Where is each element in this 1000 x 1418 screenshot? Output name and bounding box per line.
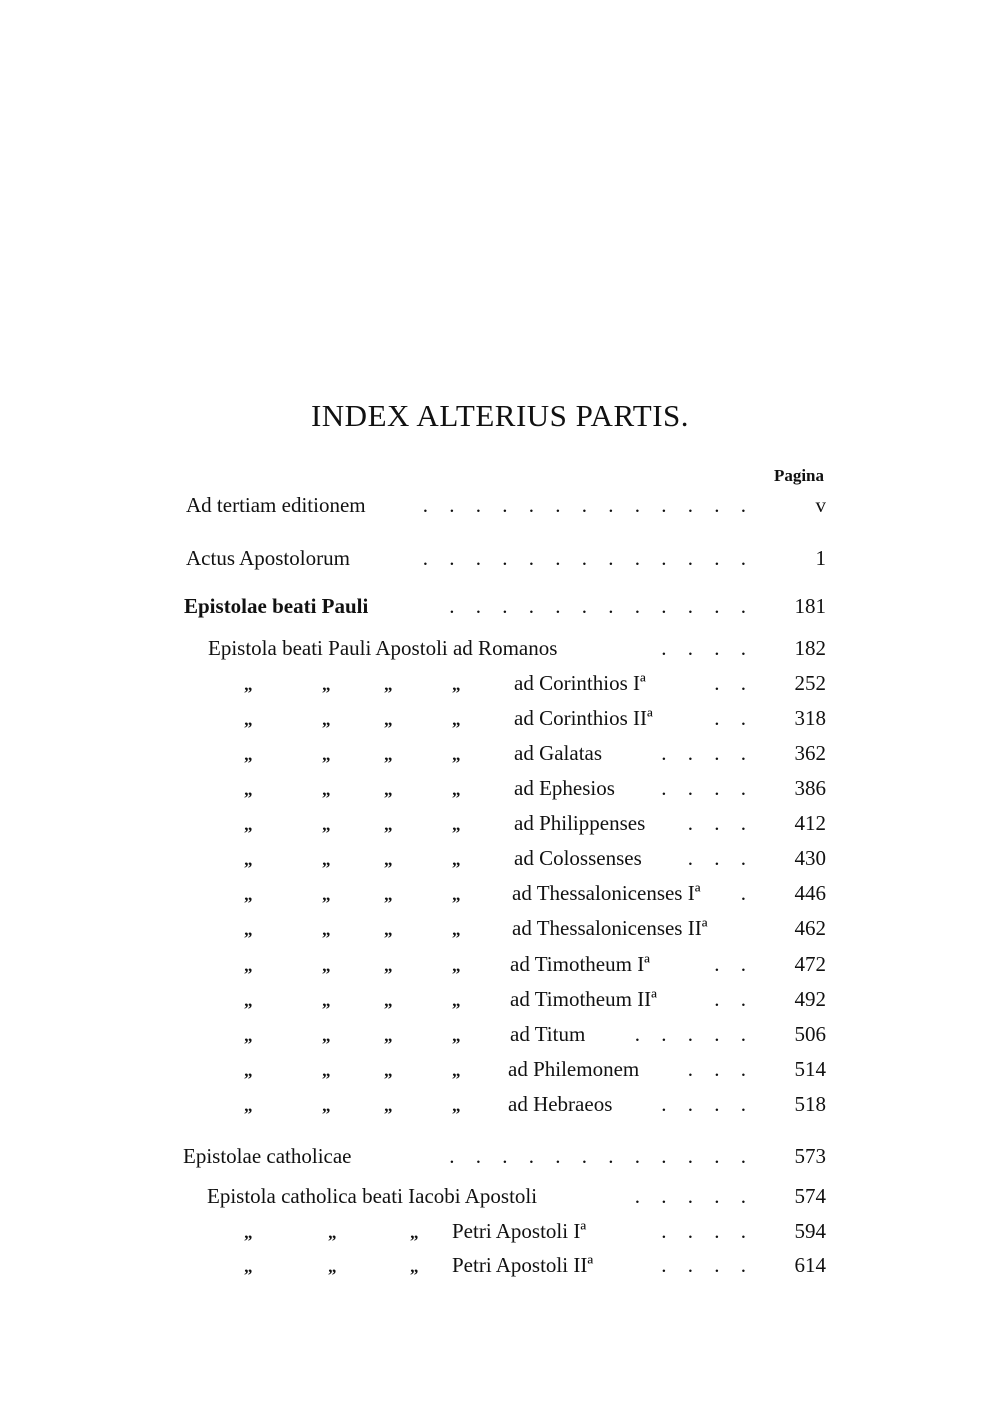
ditto-mark: „: [244, 675, 253, 694]
ditto-mark: „: [244, 991, 253, 1010]
ditto-mark: „: [384, 920, 393, 939]
toc-entry-page: 252: [794, 671, 826, 695]
ditto-mark: „: [322, 885, 331, 904]
ditto-mark: „: [384, 1026, 393, 1045]
toc-entry-label: Epistolae beati Pauli: [184, 594, 369, 618]
ditto-mark: „: [322, 991, 331, 1010]
ditto-mark: „: [452, 1096, 461, 1115]
ditto-mark: „: [410, 1223, 419, 1242]
toc-entry-label: ad Philemonem: [508, 1057, 640, 1081]
toc-leader-dots: . .: [714, 671, 754, 695]
ditto-mark: „: [452, 675, 461, 694]
toc-subentry[interactable]: [240, 1216, 826, 1246]
toc-entry[interactable]: [186, 543, 826, 573]
toc-leader-dots: .: [740, 881, 754, 905]
toc-entry-page: 181: [794, 594, 826, 618]
ditto-mark: „: [322, 850, 331, 869]
ditto-mark: „: [322, 1026, 331, 1045]
ditto-mark: „: [452, 991, 461, 1010]
ditto-mark: „: [384, 1096, 393, 1115]
toc-leader-dots: . . . . .: [634, 1184, 754, 1208]
toc-entry-page: 386: [794, 776, 826, 800]
toc-leader-dots: . . . .: [661, 741, 754, 765]
ditto-mark: „: [452, 815, 461, 834]
toc-subentry[interactable]: [240, 913, 826, 943]
toc-entry-page: 412: [794, 811, 826, 835]
toc-entry-page: v: [815, 493, 826, 517]
ditto-mark: „: [244, 1096, 253, 1115]
toc-entry-page: 472: [794, 952, 826, 976]
toc-entry-label: ad Thessalonicenses IIª: [512, 916, 708, 940]
ditto-mark: „: [452, 1061, 461, 1080]
ditto-mark: „: [244, 710, 253, 729]
toc-entry-page: 182: [794, 636, 826, 660]
ditto-mark: „: [452, 710, 461, 729]
ditto-mark: „: [452, 1026, 461, 1045]
toc-leader-dots: . . . . . . . . . . . . .: [422, 493, 754, 517]
toc-entry-page: 362: [794, 741, 826, 765]
toc-entry-page: 1: [815, 546, 826, 570]
ditto-mark: „: [328, 1223, 337, 1242]
toc-leader-dots: . . . . . . . . . . . .: [449, 1144, 754, 1168]
ditto-mark: „: [384, 885, 393, 904]
toc-leader-dots: . .: [714, 987, 754, 1011]
ditto-mark: „: [328, 1257, 337, 1276]
toc-entry-label: ad Timotheum Iª: [510, 952, 650, 976]
ditto-mark: „: [244, 850, 253, 869]
pagina-column-header: Pagina: [773, 466, 824, 485]
toc-entry-page: 594: [794, 1219, 826, 1243]
ditto-mark: „: [244, 815, 253, 834]
toc-entry-label: Epistola catholica beati Iacobi Apostoli: [207, 1184, 538, 1208]
ditto-mark: „: [384, 956, 393, 975]
ditto-mark: „: [384, 991, 393, 1010]
ditto-mark: „: [452, 745, 461, 764]
toc-leader-dots: . . .: [687, 1057, 754, 1081]
toc-leader-dots: . . . . . . . . . . . .: [449, 594, 754, 618]
ditto-mark: „: [244, 1223, 253, 1242]
page-title: INDEX ALTERIUS PARTIS.: [310, 398, 690, 433]
ditto-mark: „: [452, 850, 461, 869]
toc-entry-label: Petri Apostoli Iª: [452, 1219, 587, 1243]
toc-entry-label: ad Galatas: [514, 741, 603, 765]
toc-entry-label: Actus Apostolorum: [186, 546, 350, 570]
toc-entry[interactable]: [183, 1141, 826, 1171]
ditto-mark: „: [322, 780, 331, 799]
toc-entry[interactable]: [207, 1181, 826, 1211]
ditto-mark: „: [244, 956, 253, 975]
toc-entry-label: ad Thessalonicenses Iª: [512, 881, 701, 905]
ditto-mark: „: [452, 956, 461, 975]
toc-leader-dots: . .: [714, 706, 754, 730]
toc-entry-page: 506: [794, 1022, 826, 1046]
toc-entry-label: Epistolae catholicae: [183, 1144, 352, 1168]
ditto-mark: „: [244, 885, 253, 904]
toc-entry-page: 614: [794, 1253, 826, 1277]
ditto-mark: „: [410, 1257, 419, 1276]
toc-entry-label: ad Colossenses: [514, 846, 642, 870]
toc-leader-dots: . .: [714, 952, 754, 976]
toc-leader-dots: . . . .: [661, 1253, 754, 1277]
toc-entry-page: 492: [794, 987, 826, 1011]
ditto-mark: „: [322, 956, 331, 975]
toc-subentry[interactable]: [240, 738, 826, 768]
toc-entry-page: 318: [794, 706, 826, 730]
toc-subentry[interactable]: [240, 984, 826, 1014]
toc-leader-dots: . . . .: [661, 1219, 754, 1243]
toc-leader-dots: . . . .: [661, 776, 754, 800]
ditto-mark: „: [452, 920, 461, 939]
toc-subentry[interactable]: [240, 1054, 826, 1084]
toc-leader-dots: . . . .: [661, 636, 754, 660]
toc-subentry[interactable]: [240, 949, 826, 979]
ditto-mark: „: [322, 745, 331, 764]
toc-entry-page: 573: [794, 1144, 826, 1168]
toc-entry-label: ad Hebraeos: [508, 1092, 613, 1116]
toc-leader-dots: . . . .: [661, 1092, 754, 1116]
toc-entry[interactable]: [208, 633, 826, 663]
ditto-mark: „: [384, 815, 393, 834]
ditto-mark: „: [244, 1061, 253, 1080]
ditto-mark: „: [452, 780, 461, 799]
ditto-mark: „: [452, 885, 461, 904]
toc-entry-label: ad Titum: [510, 1022, 586, 1046]
ditto-mark: „: [244, 780, 253, 799]
toc-entry-label: ad Philippenses: [514, 811, 646, 835]
toc-entry-page: 514: [794, 1057, 826, 1081]
toc-subentry[interactable]: [240, 1089, 826, 1119]
ditto-mark: „: [384, 850, 393, 869]
toc-subentry[interactable]: [240, 1250, 826, 1280]
toc-subentry[interactable]: [240, 1019, 826, 1049]
toc-entry-label: Ad tertiam editionem: [186, 493, 366, 517]
ditto-mark: „: [322, 675, 331, 694]
toc-entry-label: ad Ephesios: [514, 776, 615, 800]
toc-entry-page: 446: [794, 881, 826, 905]
toc-subentry[interactable]: [240, 703, 826, 733]
ditto-mark: „: [322, 1061, 331, 1080]
ditto-mark: „: [244, 920, 253, 939]
ditto-mark: „: [384, 780, 393, 799]
toc-entry-page: 518: [794, 1092, 826, 1116]
toc-subentry[interactable]: [240, 808, 826, 838]
toc-entry-label: ad Corinthios Iª: [514, 671, 646, 695]
ditto-mark: „: [244, 1026, 253, 1045]
toc-entry-label: ad Timotheum IIª: [510, 987, 657, 1011]
toc-subentry[interactable]: [240, 668, 826, 698]
ditto-mark: „: [322, 815, 331, 834]
toc-entry-label: Epistola beati Pauli Apostoli ad Romanos: [208, 636, 558, 660]
toc-entry-page: 430: [794, 846, 826, 870]
toc-entry-label: ad Corinthios IIª: [514, 706, 653, 730]
toc-leader-dots: . . . . .: [634, 1022, 754, 1046]
ditto-mark: „: [384, 1061, 393, 1080]
toc-leader-dots: . . . . . . . . . . . . .: [422, 546, 754, 570]
toc-leader-dots: . . .: [687, 811, 754, 835]
toc-entry[interactable]: [186, 490, 826, 520]
toc-subentry[interactable]: [240, 843, 826, 873]
ditto-mark: „: [322, 1096, 331, 1115]
ditto-mark: „: [322, 920, 331, 939]
toc-subentry[interactable]: [240, 878, 826, 908]
ditto-mark: „: [322, 710, 331, 729]
ditto-mark: „: [244, 745, 253, 764]
toc-leader-dots: . . .: [687, 846, 754, 870]
toc-entry-page: 462: [794, 916, 826, 940]
toc-entry-label: Petri Apostoli IIª: [452, 1253, 594, 1277]
toc-entry-page: 574: [794, 1184, 826, 1208]
toc-subentry[interactable]: [240, 773, 826, 803]
toc-entry[interactable]: [184, 591, 826, 621]
ditto-mark: „: [384, 675, 393, 694]
ditto-mark: „: [384, 745, 393, 764]
ditto-mark: „: [384, 710, 393, 729]
ditto-mark: „: [244, 1257, 253, 1276]
